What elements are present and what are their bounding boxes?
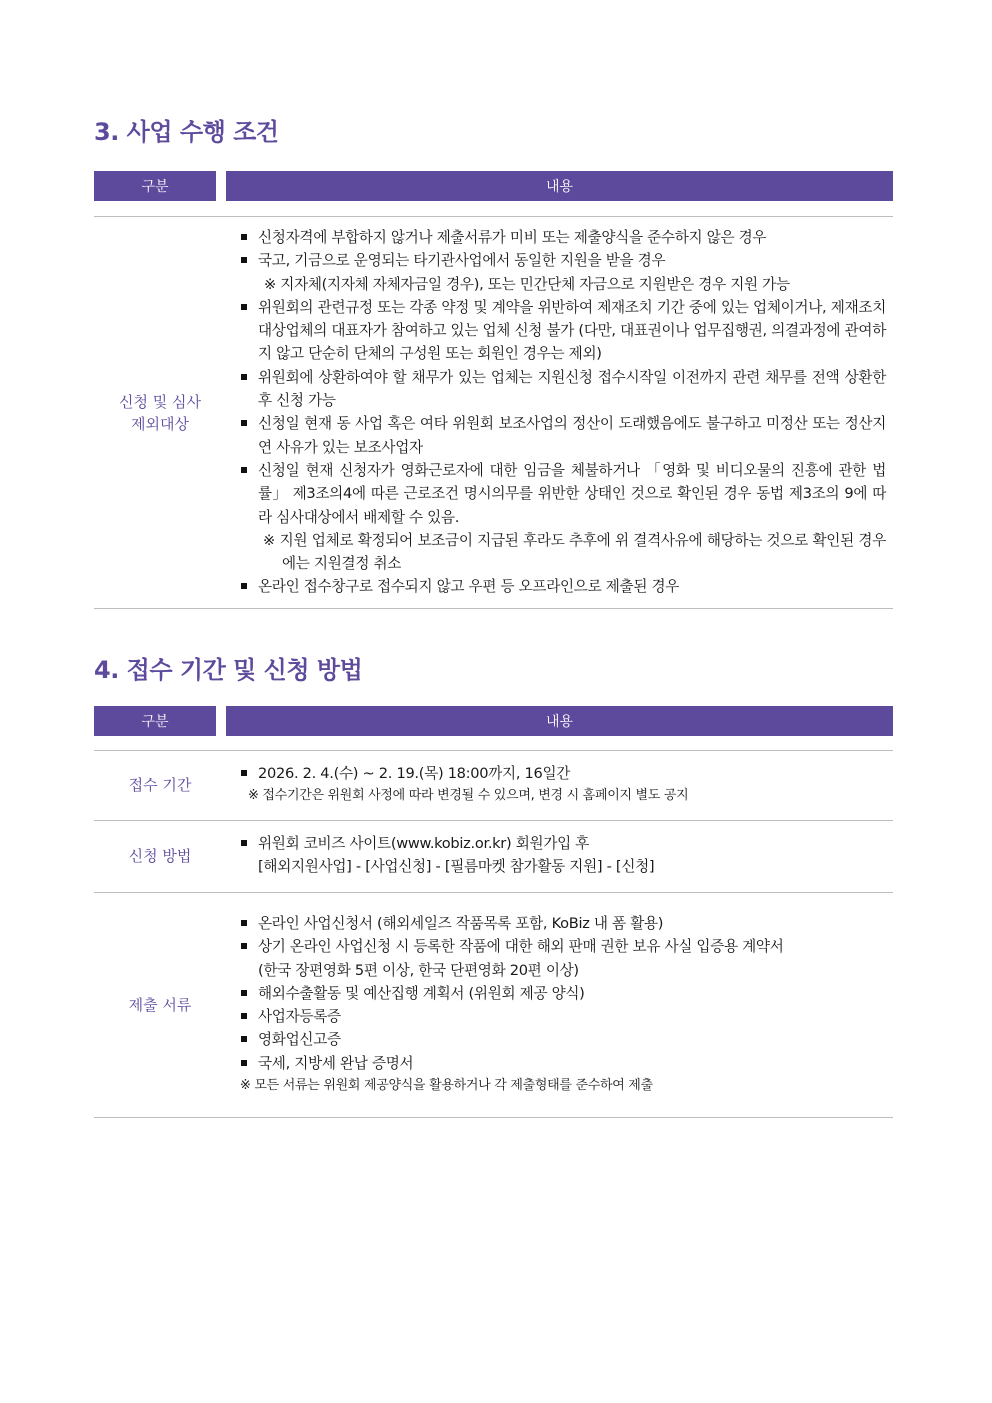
table-header-content: 내용 (226, 171, 893, 201)
note: ※ 접수기간은 위원회 사정에 따라 변경될 수 있으며, 변경 시 홈페이지 별도 공지 (248, 788, 689, 804)
documents-content (240, 912, 886, 1097)
table-header-content: 내용 (226, 706, 893, 736)
section-3-title: 3. 사업 수행 조건 (94, 118, 279, 146)
note: ※ 지자체(지자체 자체자금일 경우), 또는 민간단체 자금으로 지원받은 경우 지원 가능 (264, 275, 790, 293)
square-bullet-icon (241, 943, 247, 949)
row-label-line: 제외대상 (131, 414, 189, 433)
row-label-method: 신청 방법 (128, 847, 192, 865)
note: ※ 지원 업체로 확정되어 보조금이 지급된 후라도 추후에 위 결격사유에 해당하는 것으로 확인된 경우에는 지원결정 취소 (263, 531, 886, 573)
table-divider (94, 1117, 893, 1118)
list-item: 사업자등록증 (240, 1005, 886, 1028)
square-bullet-icon (241, 840, 247, 846)
square-bullet-icon (241, 1013, 247, 1019)
square-bullet-icon (241, 234, 247, 240)
table-divider (94, 608, 893, 609)
list-item: 국세, 지방세 완납 증명서 (240, 1052, 886, 1075)
period-content (240, 762, 886, 807)
table-header-category: 구분 (94, 706, 216, 736)
row-label-exclusion (94, 216, 226, 609)
list-item: 온라인 사업신청서 (해외세일즈 작품목록 포함, KoBiz 내 폼 활용) (240, 912, 886, 935)
list-item: 상기 온라인 사업신청 시 등록한 작품에 대한 해외 판매 권한 보유 사실 입증용 계약서 (한국 장편영화 5편 이상, 한국 단편영화 20편 이상) (240, 935, 886, 982)
square-bullet-icon (241, 770, 247, 776)
list-item: 위원회 코비즈 사이트(www.kobiz.or.kr) 회원가입 후 [해외지원사업] - [사업신청] - [필름마켓 참가활동 지원] - [신청] (240, 832, 886, 879)
square-bullet-icon (241, 420, 247, 426)
list-item: 국고, 기금으로 운영되는 타기관사업에서 동일한 지원을 받을 경우 (240, 249, 886, 272)
square-bullet-icon (241, 1060, 247, 1066)
square-bullet-icon (241, 583, 247, 589)
list-item: 온라인 접수창구로 접수되지 않고 우편 등 오프라인으로 제출된 경우 (240, 575, 886, 598)
exclusion-list (240, 575, 886, 598)
note: ※ 모든 서류는 위원회 제공양식을 활용하거나 각 제출형태를 준수하여 제출 (240, 1078, 653, 1094)
exclusion-content (240, 226, 886, 599)
list-item: 신청자격에 부합하지 않거나 제출서류가 미비 또는 제출양식을 준수하지 않은 경우 (240, 226, 886, 249)
row-label-period: 접수 기간 (128, 776, 192, 794)
square-bullet-icon (241, 374, 247, 380)
square-bullet-icon (241, 990, 247, 996)
square-bullet-icon (241, 920, 247, 926)
list-item: 신청일 현재 동 사업 혹은 여타 위원회 보조사업의 정산이 도래했음에도 불구하고 미정산 또는 정산지연 사유가 있는 보조사업자 (240, 412, 886, 459)
square-bullet-icon (241, 304, 247, 310)
method-content (240, 832, 886, 879)
list-item: 2026. 2. 4.(수) ~ 2. 19.(목) 18:00까지, 16일간 (240, 762, 886, 785)
square-bullet-icon (241, 257, 247, 263)
section-4-title: 4. 접수 기간 및 신청 방법 (94, 656, 363, 684)
table-header-category: 구분 (94, 171, 216, 201)
list-item: 위원회에 상환하여야 할 채무가 있는 업체는 지원신청 접수시작일 이전까지 관련 채무를 전액 상환한 후 신청 가능 (240, 366, 886, 413)
list-item: 영화업신고증 (240, 1028, 886, 1051)
square-bullet-icon (241, 467, 247, 473)
exclusion-list (240, 296, 886, 529)
list-item: 신청일 현재 신청자가 영화근로자에 대한 임금을 체불하거나 「영화 및 비디오물의 진흥에 관한 법률」 제3조의4에 따른 근로조건 명시의무를 위반한 상태인 것으로 확인된 경우 동법 제3조의 9에 따라 심사대상에서 배제할 수 있음. (240, 459, 886, 529)
square-bullet-icon (241, 1036, 247, 1042)
list-item: 해외수출활동 및 예산집행 계획서 (위원회 제공 양식) (240, 982, 886, 1005)
list-item: 위원회의 관련규정 또는 각종 약정 및 계약을 위반하여 제재조치 기간 중에 있는 업체이거나, 제재조치 대상업체의 대표자가 참여하고 있는 업체 신청 불가 (다만, 대표권이나 업무집행권, 의결과정에 관여하지 않고 단순히 단체의 구성원 또는 회원인 경우는 제외) (240, 296, 886, 366)
exclusion-list (240, 226, 886, 273)
row-label-line: 신청 및 심사 (119, 392, 201, 411)
row-label-documents: 제출 서류 (128, 995, 192, 1014)
